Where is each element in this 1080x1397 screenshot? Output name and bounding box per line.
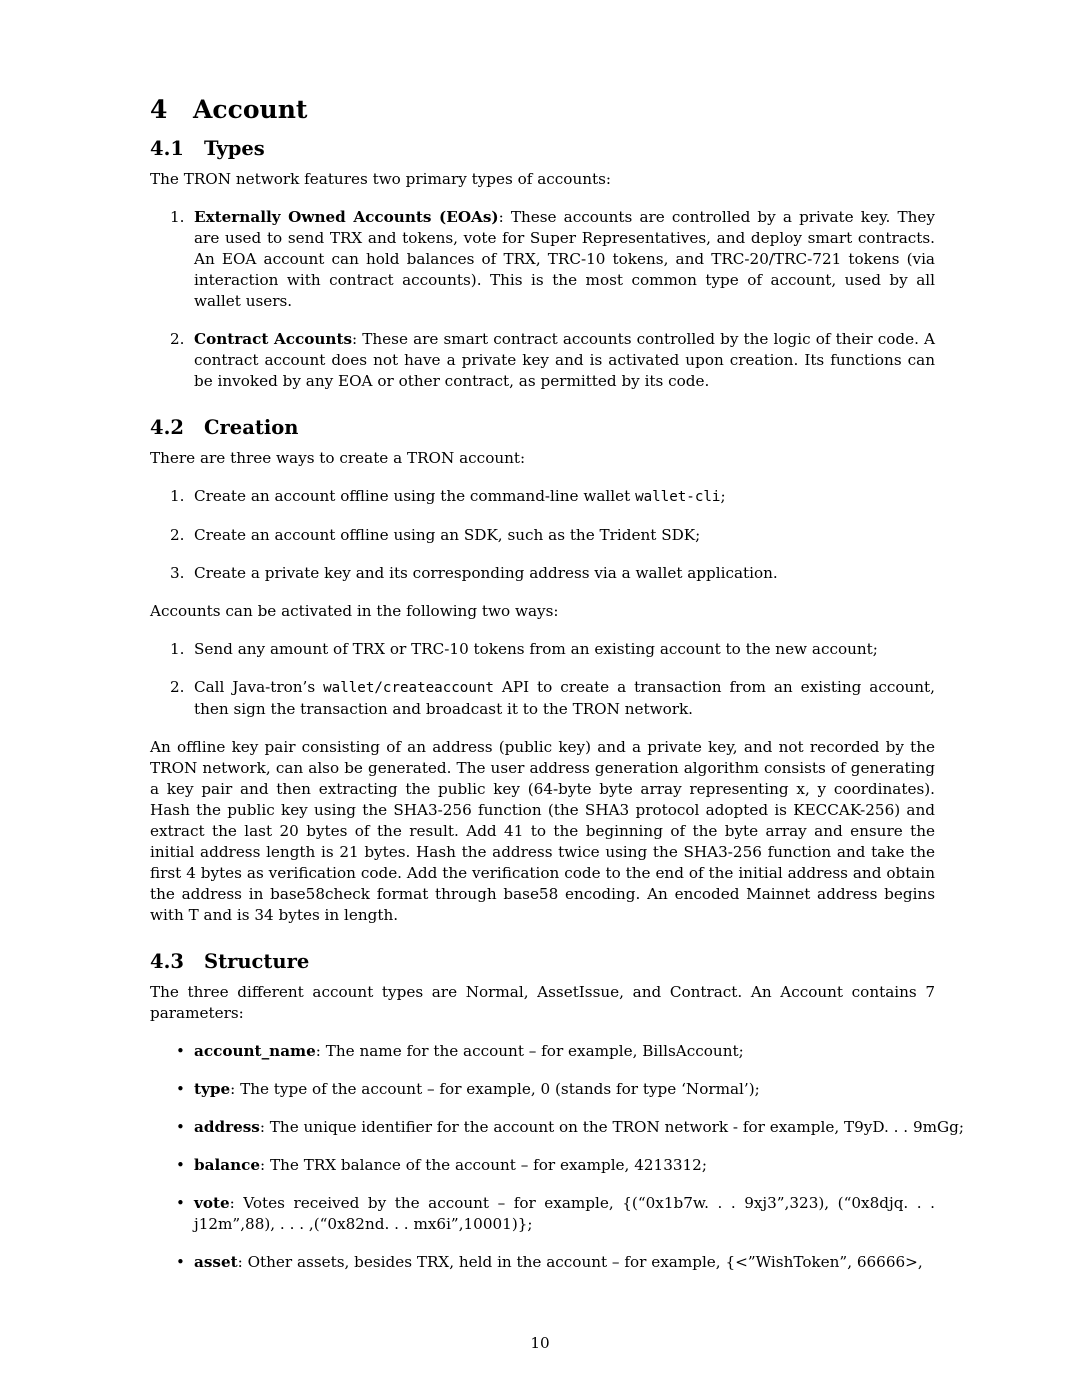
- bullet-marker: •: [176, 1118, 185, 1136]
- parameter-name: balance: [194, 1156, 261, 1174]
- section-title: Account: [193, 95, 308, 124]
- account-type-term: Contract Accounts: [194, 330, 353, 348]
- list-item: [150, 486, 935, 508]
- bullet-marker: •: [176, 1080, 185, 1098]
- section-heading: [150, 92, 935, 128]
- parameter-name: type: [194, 1080, 231, 1098]
- subsection-heading-types: [150, 136, 935, 162]
- parameter-description: : The TRX balance of the account – for example, 4213312;: [260, 1156, 707, 1174]
- code-createaccount-api: wallet/createaccount: [323, 680, 494, 696]
- subsection-heading-creation: [150, 415, 935, 441]
- list-item: [150, 207, 935, 312]
- subsection-title: Types: [204, 137, 265, 160]
- subsection-title: Structure: [204, 950, 310, 973]
- activation-methods-list: [150, 639, 935, 720]
- bullet-marker: •: [176, 1253, 185, 1271]
- list-item: [150, 525, 935, 546]
- bullet-marker: •: [176, 1042, 185, 1060]
- list-item: [150, 639, 935, 660]
- account-types-list: [150, 207, 935, 392]
- list-marker: 3.: [170, 564, 185, 582]
- parameter-description: : The type of the account – for example, 0 (stands for type ‘Normal’);: [230, 1080, 760, 1098]
- list-item: [150, 677, 935, 720]
- list-marker: 2.: [170, 678, 185, 696]
- list-item: [150, 1193, 935, 1235]
- document-page: [150, 92, 964, 1273]
- subsection-number: 4.1: [150, 137, 184, 160]
- activation-intro: Accounts can be activated in the following two ways:: [150, 602, 559, 620]
- method-text-end: ;: [720, 487, 726, 505]
- parameter-description: : The name for the account – for example, BillsAccount;: [315, 1042, 744, 1060]
- subsection-heading-structure: [150, 949, 935, 975]
- parameter-description: : The unique identifier for the account on the TRON network - for example, T9yD. . . 9mGg;: [259, 1118, 964, 1136]
- list-marker: 1.: [170, 487, 185, 505]
- list-item: [150, 1117, 964, 1138]
- list-item: [150, 329, 935, 392]
- list-item: [150, 563, 935, 584]
- bullet-marker: •: [176, 1194, 185, 1212]
- activation-text: Send any amount of TRX or TRC-10 tokens from an existing account to the new account;: [194, 640, 878, 658]
- subsection-number: 4.2: [150, 416, 184, 439]
- parameter-name: account_name: [194, 1042, 316, 1060]
- parameter-name: asset: [194, 1253, 238, 1271]
- parameter-name: address: [194, 1118, 260, 1136]
- structure-intro: The three different account types are Normal, AssetIssue, and Contract. An Account contains 7 parameters:: [150, 983, 935, 1022]
- list-marker: 1.: [170, 208, 185, 226]
- code-wallet-cli: wallet-cli: [635, 489, 721, 505]
- creation-intro: There are three ways to create a TRON account:: [150, 449, 526, 467]
- list-item: [150, 1155, 935, 1176]
- list-item: [150, 1252, 935, 1273]
- types-intro: The TRON network features two primary types of accounts:: [150, 170, 612, 188]
- subsection-number: 4.3: [150, 950, 184, 973]
- method-text: Create a private key and its corresponding address via a wallet application.: [194, 564, 778, 582]
- list-item: [150, 1079, 935, 1100]
- list-marker: 2.: [170, 330, 185, 348]
- method-text: Create an account offline using the command-line wallet: [194, 487, 636, 505]
- activation-text-end: API to create a transaction from an existing account, then sign the transaction and broadcast it to the TRON network.: [194, 678, 935, 718]
- list-item: [150, 1041, 935, 1062]
- account-type-description: : These are smart contract accounts controlled by the logic of their code. A contract account does not have a private key and is activated upon creation. Its functions can be invoked by any EOA or other contract, as permitted by its code.: [194, 330, 935, 390]
- parameter-description: : Other assets, besides TRX, held in the account – for example, {<”WishToken”, 66666>,: [237, 1253, 923, 1271]
- page-number: 10: [530, 1334, 550, 1352]
- section-number: 4: [150, 95, 168, 124]
- creation-methods-list: [150, 486, 935, 584]
- bullet-marker: •: [176, 1156, 185, 1174]
- subsection-title: Creation: [204, 416, 299, 439]
- account-type-term: Externally Owned Accounts (EOAs): [194, 208, 499, 226]
- address-generation-paragraph: An offline key pair consisting of an address (public key) and a private key, and not recorded by the TRON network, can also be generated. The user address generation algorithm consists of generating a key pair and then extracting the public key (64-byte byte array representing x, y coordinates). Hash the public key using the SHA3-256 function (the SHA3 protocol adopted is KECCAK-256) and extract the last 20 bytes of the result. Add 41 to the beginning of the byte array and ensure the initial address length is 21 bytes. Hash the address twice using the SHA3-256 function and take the first 4 bytes as verification code. Add the verification code to the end of the initial address and obtain the address in base58check format through base58 encoding. An encoded Mainnet address begins with T and is 34 bytes in length.: [150, 738, 935, 924]
- parameter-name: vote: [194, 1194, 230, 1212]
- list-marker: 2.: [170, 526, 185, 544]
- account-type-description: : These accounts are controlled by a private key. They are used to send TRX and tokens, vote for Super Representatives, and deploy smart contracts. An EOA account can hold balances of TRX, TRC-10 tokens, and TRC-20/TRC-721 tokens (via interaction with contract accounts). This is the most common type of account, used by all wallet users.: [194, 208, 935, 310]
- parameter-description: : Votes received by the account – for example, {(“0x1b7w. . . 9xj3”,323), (“0x8djq. . . j12m”,88), . . . ,(“0x82nd. . . mx6i”,10001)};: [194, 1194, 935, 1233]
- account-parameters-list: [150, 1041, 964, 1273]
- activation-text: Call Java-tron’s: [194, 678, 324, 696]
- list-marker: 1.: [170, 640, 185, 658]
- method-text: Create an account offline using an SDK, such as the Trident SDK;: [194, 526, 701, 544]
